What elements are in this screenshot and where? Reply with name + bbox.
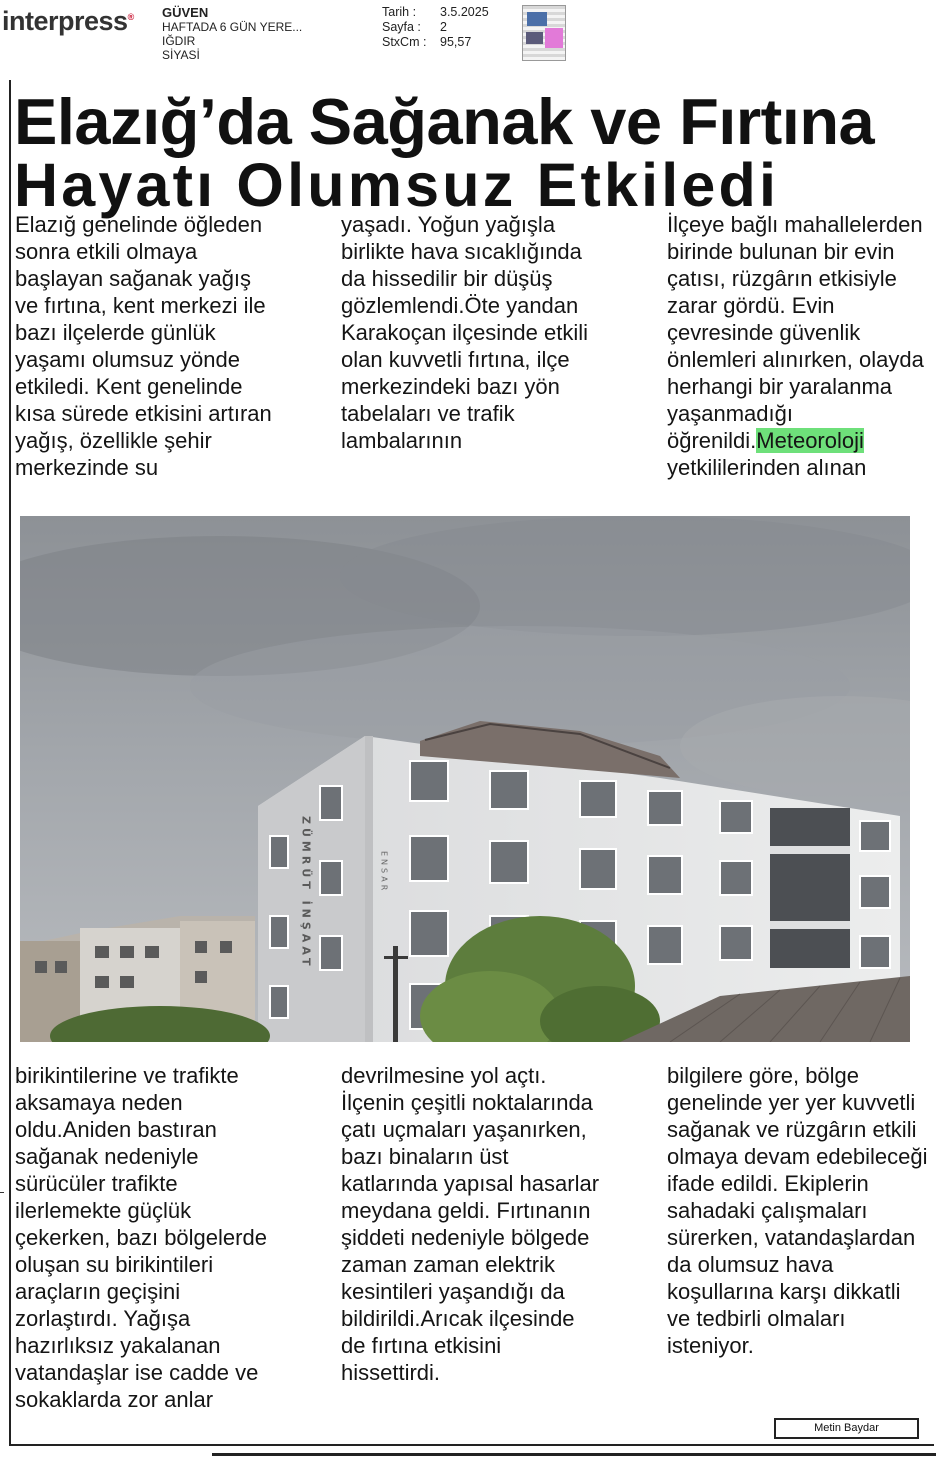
article-frame-bottom xyxy=(9,1444,934,1446)
next-article-rule xyxy=(212,1453,936,1456)
thumbnail-photo-block xyxy=(527,12,547,26)
article-frame-left xyxy=(9,80,11,1445)
column-3-bottom-text: bilgilere göre, bölge genelinde yer yer kuvvetli sağanak ve rüzgârın etkili olmaya devam edebileceği ifade edildi. Ekiplerin sahadaki çalışmaları sürerken, vatandaşlardan da olumsuz hava koşullarına karşı dikkatli ve tedbirli olmaları isteniyor. xyxy=(667,1063,928,1358)
column-2-bottom-text: devrilmesine yol açtı. İlçenin çeşitli noktalarında çatı uçmaları yaşanırken, bazı binaların üst katlarında yapısal hasarlar meydana geldi. Fırtınanın şiddeti nedeniyle bölgede zaman zaman elektrik kesintileri yaşandığı da bildirildi.Arıcak ilçesinde de fırtına etkisini hissettirdi. xyxy=(341,1063,600,1385)
meta-label: Sayfa : xyxy=(382,20,421,34)
meta-row-stxcm xyxy=(382,35,489,50)
building-sign-text-right: ENSAR xyxy=(379,851,389,894)
column-3-bottom xyxy=(667,1062,929,1359)
logo-text: interpress xyxy=(2,6,128,36)
column-1-bottom-text: birikintilerine ve trafikte aksamaya neden oldu.Aniden bastıran sağanak nedeniyle sürücüler trafikte ilerlemekte güçlük çekerken, bazı bölgelerde oluşan su birikintileri araçların geçişini zorlaştırdı. Yağışa hazırlıksız yakalanan vatandaşlar ise cadde ve sokaklarda zor anlar xyxy=(15,1063,267,1412)
headline-line-1: Elazığ’da Sağanak ve Fırtına xyxy=(14,85,875,158)
publication-info xyxy=(162,6,302,62)
publication-category: SİYASİ xyxy=(162,48,200,62)
article-headline xyxy=(14,85,939,219)
column-3-top-text xyxy=(667,211,929,481)
column-1-top-text: Elazığ genelinde öğleden sonra etkili olmaya başlayan sağanak yağış ve fırtına, kent merkezi ile bazı ilçelerde günlük yaşamı olumsuz yönde etkiledi. Kent genelinde kısa sürede etkisini artıran yağış, özellikle şehir merkezinde su xyxy=(15,212,272,480)
author-byline: Metin Baydar xyxy=(774,1418,919,1439)
clipping-meta xyxy=(382,5,489,50)
column-2-top xyxy=(341,211,603,454)
interpress-logo xyxy=(2,6,134,37)
column-1-top xyxy=(15,211,277,481)
registered-mark-icon: ® xyxy=(127,12,134,22)
highlighted-keyword: Meteoroloji xyxy=(756,428,864,453)
column-1-bottom xyxy=(15,1062,277,1413)
meta-value: 2 xyxy=(440,20,447,34)
meta-row-date xyxy=(382,5,489,20)
column-3-top xyxy=(667,211,929,481)
column-2-top-text: yaşadı. Yoğun yağışla birlikte hava sıcaklığında da hissedilir bir düşüş gözlemlendi.Öte yandan Karakoçan ilçesinde etkili olan kuvvetli fırtına, ilçe merkezindeki bazı yön tabelaları ve trafik lambalarının xyxy=(341,212,589,453)
meta-label: StxCm : xyxy=(382,35,427,49)
margin-tick xyxy=(0,1192,4,1193)
thumbnail-highlight-block xyxy=(545,28,563,48)
publication-name: GÜVEN xyxy=(162,5,209,20)
meta-label: Tarih : xyxy=(382,5,417,19)
page-thumbnail[interactable] xyxy=(522,5,566,61)
thumbnail-photo-block xyxy=(526,32,543,44)
headline-line-2: Hayatı Olumsuz Etkiledi xyxy=(14,151,780,219)
meta-row-page xyxy=(382,20,489,35)
column-2-bottom xyxy=(341,1062,603,1386)
meta-value: 95,57 xyxy=(440,35,472,49)
meta-value: 3.5.2025 xyxy=(440,5,489,19)
column-3-top-text-a: İlçeye bağlı mahallelerden birinde bulunan bir evin çatısı, rüzgârın etkisiyle zarar gördü. Evin çevresinde güvenlik önlemleri alınırken, olayda herhangi bir yaralanma yaşanmadığı öğrenildi. xyxy=(667,212,924,453)
publication-frequency: HAFTADA 6 GÜN YERE... xyxy=(162,20,303,34)
column-3-top-text-b: yetkililerinden alınan xyxy=(667,455,867,480)
building-sign-text: ZÜMRÜT İNŞAAT xyxy=(299,816,313,970)
publication-city: IĞDIR xyxy=(162,34,196,48)
article-photo xyxy=(20,516,910,1042)
